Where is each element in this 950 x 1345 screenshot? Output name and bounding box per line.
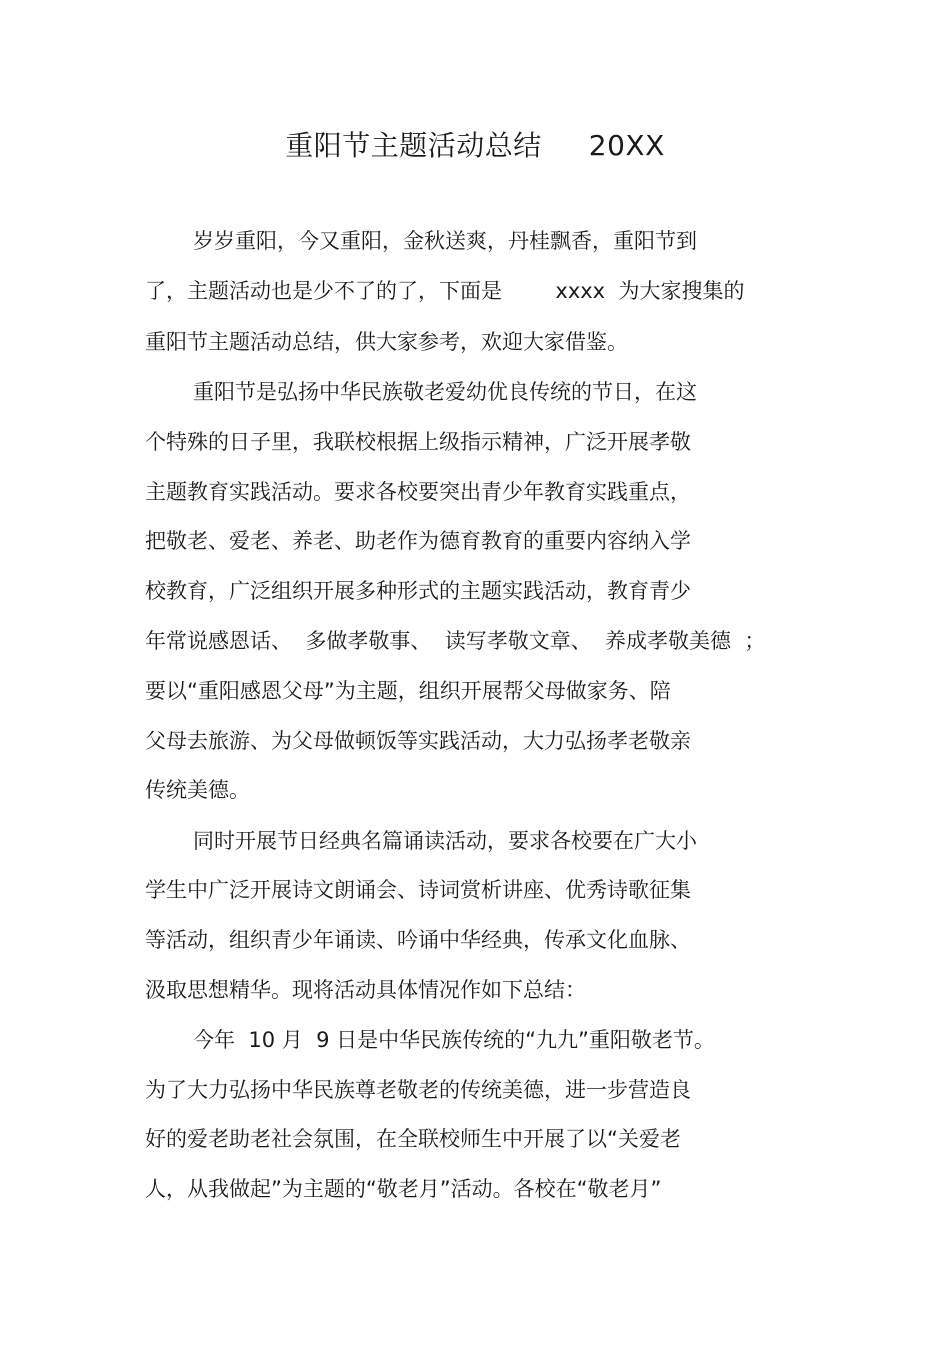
body-line: 要以“重阳感恩父母”为主题，组织开展帮父母做家务、陪: [145, 679, 671, 703]
body-line: 好的爱老助老社会氛围，在全联校师生中开展了以“关爱老: [145, 1127, 681, 1151]
body-line: 人，从我做起”为主题的“敬老月”活动。各校在“敬老月”: [145, 1177, 662, 1201]
body-line: 个特殊的日子里，我联校根据上级指示精神，广泛开展孝敬: [145, 430, 691, 454]
body-line: 等活动，组织青少年诵读、吟诵中华经典，传承文化血脉、: [145, 928, 691, 952]
body-line: 年常说感恩话、 多做孝敬事、 读写孝敬文章、 养成孝敬美德 ；: [145, 629, 766, 653]
body-line: 父母去旅游、为父母做顿饭等实践活动，大力弘扬孝老敬亲: [145, 729, 691, 753]
body-line: 重阳节是弘扬中华民族敬老爱幼优良传统的节日，在这: [193, 380, 697, 404]
body-line: 汲取思想精华。现将活动具体情况作如下总结：: [145, 978, 586, 1002]
body-line: 同时开展节日经典名篇诵读活动，要求各校要在广大小: [193, 829, 697, 853]
body-line: 学生中广泛开展诗文朗诵会、诗词赏析讲座、优秀诗歌征集: [145, 878, 691, 902]
body-line: 今年 10 月 9 日是中华民族传统的“九九”重阳敬老节。: [193, 1028, 715, 1052]
body-line: 主题教育实践活动。要求各校要突出青少年教育实践重点，: [145, 480, 691, 504]
body-line: 岁岁重阳，今又重阳，金秋送爽，丹桂飘香，重阳节到: [193, 229, 697, 253]
document-title: 重阳节主题活动总结 20XX: [285, 129, 665, 162]
body-line: 为了大力弘扬中华民族尊老敬老的传统美德，进一步营造良: [145, 1078, 691, 1102]
body-line: 重阳节主题活动总结，供大家参考，欢迎大家借鉴。: [145, 330, 628, 354]
body-line: 了，主题活动也是少不了的了，下面是 xxxx 为大家搜集的: [145, 279, 745, 303]
body-line: 传统美德。: [145, 778, 250, 802]
body-line: 校教育，广泛组织开展多种形式的主题实践活动，教育青少: [145, 579, 691, 603]
body-line: 把敬老、爱老、养老、助老作为德育教育的重要内容纳入学: [145, 529, 691, 553]
